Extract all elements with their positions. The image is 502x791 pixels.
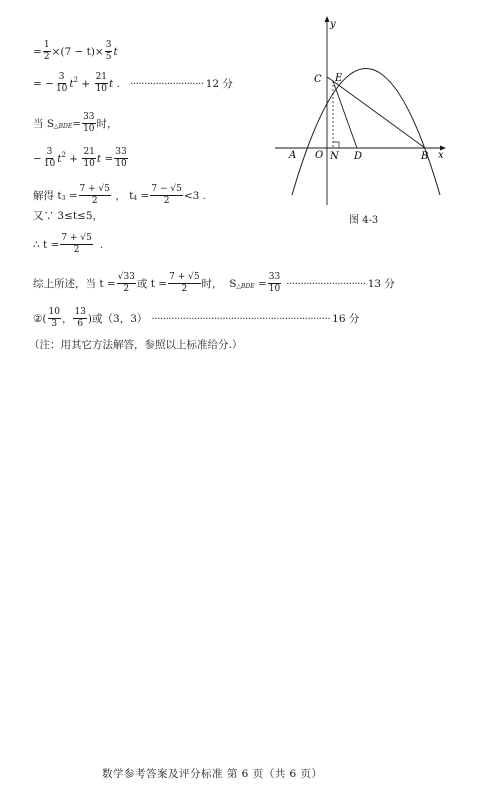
fraction — [114, 147, 127, 170]
frac-den: 2 — [163, 196, 170, 206]
solution-line-6 — [33, 209, 103, 223]
parabola-figure — [270, 10, 450, 210]
frac-num: 33 — [268, 272, 281, 282]
text: ， t — [111, 189, 134, 202]
solution-line-1 — [33, 40, 118, 63]
eq-sign: = — [65, 189, 78, 202]
solution-line-7 — [33, 233, 103, 256]
frac-num: 3 — [105, 40, 112, 50]
expr: t — [113, 45, 118, 58]
leader-dots: ·························· — [129, 77, 204, 90]
frac-den: 2 — [73, 245, 80, 255]
fraction — [268, 272, 281, 295]
text: ， — [61, 312, 73, 325]
page-footer: 数学参考答案及评分标准 第 6 页（共 6 页） — [102, 768, 323, 780]
frac-num: 1 — [43, 40, 50, 50]
eq-sign: = — [33, 45, 42, 58]
frac-num: 7 − √5 — [151, 184, 182, 194]
fraction — [117, 272, 136, 295]
frac-num: √33 — [117, 272, 135, 282]
expr: t . — [109, 77, 120, 90]
expr: t = — [96, 152, 114, 165]
text: <3 . — [183, 189, 206, 202]
grading-note: （注：用其它方法解答，参照以上标准给分.） — [29, 339, 243, 351]
frac-den: 10 — [115, 159, 127, 169]
fraction — [73, 307, 86, 330]
frac-num: 13 — [74, 307, 86, 317]
label-a: A — [289, 150, 297, 161]
frac-den: 10 — [83, 159, 95, 169]
score-label: 16 分 — [332, 312, 360, 325]
fraction — [168, 272, 200, 295]
fraction — [82, 112, 95, 135]
label-o: O — [315, 150, 324, 161]
frac-den: 2 — [181, 284, 188, 294]
label-d: D — [354, 151, 363, 162]
eq-sign: − — [33, 152, 42, 165]
frac-den: 10 — [55, 84, 68, 94]
solution-line-4 — [33, 147, 129, 170]
segment-ed — [333, 81, 357, 148]
label-b: B — [421, 151, 429, 162]
frac-den: 10 — [95, 84, 108, 94]
text: 解得 t — [33, 189, 62, 202]
score-label: 13 分 — [367, 277, 395, 290]
fraction — [82, 147, 95, 170]
solution-line-9 — [33, 307, 359, 330]
frac-num: 33 — [115, 147, 127, 157]
text: 又∵ 3≤t≤5， — [33, 210, 104, 222]
plus-sign: + — [78, 77, 94, 90]
label-x: x — [438, 150, 444, 161]
text: ②( — [33, 312, 47, 325]
text: 综上所述，当 t = — [33, 277, 116, 290]
exponent: 2 — [73, 75, 79, 84]
fraction — [150, 184, 182, 207]
frac-num: 7 + √5 — [79, 184, 110, 194]
figure-caption: 图 4-3 — [349, 215, 379, 226]
solution-line-8 — [33, 272, 395, 295]
frac-den: 2 — [123, 284, 130, 294]
right-angle-marker — [333, 142, 339, 148]
score-label: 12 分 — [205, 77, 233, 90]
fraction — [43, 40, 51, 63]
frac-num: 7 + √5 — [169, 272, 200, 282]
segment-eb — [333, 81, 425, 148]
label-c: C — [314, 74, 322, 85]
frac-den: 5 — [105, 52, 112, 62]
segment-ce — [327, 77, 333, 81]
frac-num: 33 — [83, 112, 95, 122]
exponent: 2 — [61, 150, 66, 159]
frac-num: 21 — [95, 72, 108, 82]
fraction — [95, 72, 108, 95]
frac-num: 10 — [48, 307, 60, 317]
fraction — [105, 40, 113, 63]
var-t: t — [69, 77, 74, 90]
frac-num: 3 — [46, 147, 53, 157]
fraction — [48, 307, 61, 330]
subscript: △BDE — [236, 282, 255, 290]
frac-num: 7 + √5 — [61, 233, 92, 243]
frac-den: 10 — [268, 284, 281, 294]
frac-num: 21 — [83, 147, 95, 157]
text: 时， — [96, 117, 118, 130]
frac-den: 6 — [77, 319, 84, 329]
text: 或 t = — [136, 277, 168, 290]
fraction — [55, 72, 68, 95]
label-n: N — [330, 151, 339, 162]
frac-den: 2 — [91, 196, 98, 206]
text: . — [99, 238, 104, 251]
fraction — [60, 233, 92, 256]
label-e: E — [335, 73, 343, 84]
eq-sign: = — [254, 277, 267, 290]
text: )或（3，3） — [87, 312, 148, 325]
frac-den: 10 — [43, 159, 56, 169]
frac-den: 10 — [83, 124, 95, 134]
text: 时， S — [201, 277, 237, 290]
frac-num: 3 — [58, 72, 65, 82]
label-y: y — [330, 19, 336, 30]
eq-sign: = − — [33, 77, 54, 90]
frac-den: 2 — [43, 52, 50, 62]
eq-sign: = — [137, 189, 150, 202]
eq-sign: = — [72, 117, 82, 130]
fraction — [43, 147, 56, 170]
frac-den: 3 — [51, 319, 58, 329]
fraction — [79, 184, 111, 207]
parabola-curve — [292, 69, 440, 196]
leader-dots: ···························· — [286, 277, 366, 290]
subscript: △BDE — [54, 122, 73, 130]
var-t: t — [57, 152, 62, 165]
subscript: 4 — [133, 194, 138, 202]
leader-dots: ······························································· — [151, 312, 331, 325]
y-axis-arrow — [325, 16, 330, 22]
text: ∴ t = — [33, 238, 60, 251]
solution-line-2 — [33, 72, 233, 95]
solution-line-5 — [33, 184, 206, 207]
solution-line-3 — [33, 112, 118, 135]
text: 当 S — [33, 117, 55, 130]
expr: ×(7 − t)× — [51, 45, 104, 58]
plus-sign: + — [65, 152, 82, 165]
subscript: 3 — [61, 194, 66, 202]
